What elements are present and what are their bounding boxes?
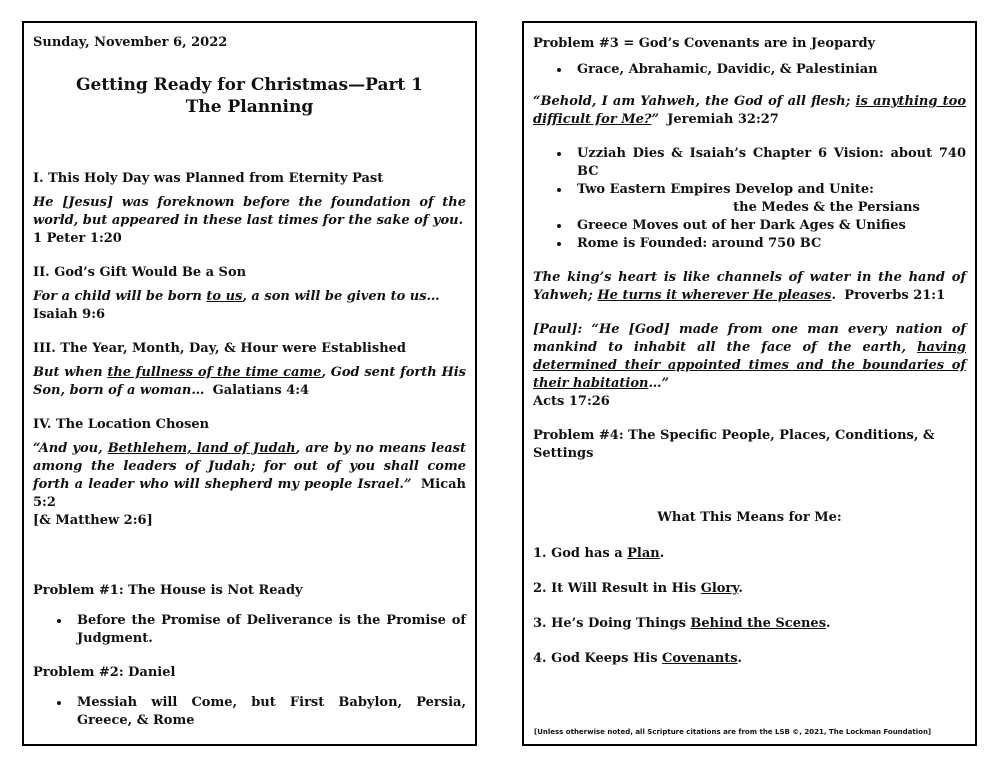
sermon-title: Getting Ready for Christmas—Part 1 bbox=[75, 75, 424, 95]
bullet-list bbox=[533, 61, 966, 79]
right-panel bbox=[522, 21, 977, 746]
left-panel bbox=[22, 21, 477, 746]
citation-footnote: [Unless otherwise noted, all Scripture citations are from the LSB ©, 2021, The Lockman Foundation] bbox=[534, 728, 932, 736]
section-heading: II. God’s Gift Would Be a Son bbox=[33, 265, 247, 280]
section-heading: I. This Holy Day was Planned from Eternity Past bbox=[33, 171, 384, 186]
bullet-list bbox=[33, 694, 466, 730]
scripture-quote: He [Jesus] was foreknown before the foundation of the world, but appeared in these last times for the sake of you. bbox=[33, 195, 466, 228]
list-item: • Messiah will Come, but First Babylon, Persia, Greece, & Rome bbox=[71, 694, 466, 730]
problem-heading: Problem #4: The Specific People, Places, Conditions, & Settings bbox=[533, 428, 935, 461]
bullet-list bbox=[33, 612, 466, 648]
problem-heading: Problem #1: The House is Not Ready bbox=[33, 583, 303, 598]
application-item: 4. God Keeps His Covenants. bbox=[533, 651, 743, 666]
section-heading: IV. The Location Chosen bbox=[33, 417, 210, 432]
section-heading: III. The Year, Month, Day, & Hour were Established bbox=[33, 341, 407, 356]
application-heading: What This Means for Me: bbox=[657, 510, 842, 525]
list-item: • Grace, Abrahamic, Davidic, & Palestinian bbox=[571, 61, 966, 79]
application-item: 1. God has a Plan. bbox=[533, 546, 665, 561]
problem-heading: Problem #2: Daniel bbox=[33, 665, 176, 680]
scripture-quote: [Paul]: “He [God] made from one man every nation of mankind to inhabit all the face of the earth, having determined their appointed times and the boundaries of their habitation…” bbox=[533, 322, 966, 391]
scripture-quote: But when the fullness of the time came, God sent forth His Son, born of a woman… Galatians 4:4 bbox=[33, 365, 466, 398]
scripture-quote: “Behold, I am Yahweh, the God of all flesh; is anything too difficult for Me?” Jeremiah 32:27 bbox=[533, 94, 966, 127]
application-item: 3. He’s Doing Things Behind the Scenes. bbox=[533, 616, 831, 631]
scripture-reference: Acts 17:26 bbox=[533, 394, 610, 409]
scripture-reference: Isaiah 9:6 bbox=[33, 307, 106, 322]
list-item: • Two Eastern Empires Develop and Unite: the Medes & the Persians bbox=[571, 181, 966, 217]
sermon-date: Sunday, November 6, 2022 bbox=[33, 35, 228, 50]
list-item: • Rome is Founded: around 750 BC bbox=[571, 235, 966, 253]
scripture-reference: [& Matthew 2:6] bbox=[33, 513, 153, 528]
list-item: • Before the Promise of Deliverance is the Promise of Judgment. bbox=[71, 612, 466, 648]
problem-heading: Problem #3 = God’s Covenants are in Jeopardy bbox=[533, 36, 876, 51]
scripture-quote: For a child will be born to us, a son will be given to us… bbox=[33, 289, 440, 304]
application-item: 2. It Will Result in His Glory. bbox=[533, 581, 743, 596]
list-item: • Greece Moves out of her Dark Ages & Unifies bbox=[571, 217, 966, 235]
list-item: • Uzziah Dies & Isaiah’s Chapter 6 Vision: about 740 BC bbox=[571, 145, 966, 181]
sermon-subtitle: The Planning bbox=[185, 97, 314, 117]
scripture-quote: “And you, Bethlehem, land of Judah, are by no means least among the leaders of Judah; for out of you shall come forth a leader who will shepherd my people Israel.” Micah 5:2 bbox=[33, 441, 466, 510]
scripture-quote: The king’s heart is like channels of water in the hand of Yahweh; He turns it wherever He pleases. Proverbs 21:1 bbox=[533, 270, 966, 303]
scripture-reference: 1 Peter 1:20 bbox=[33, 231, 122, 246]
bullet-list bbox=[533, 145, 966, 253]
